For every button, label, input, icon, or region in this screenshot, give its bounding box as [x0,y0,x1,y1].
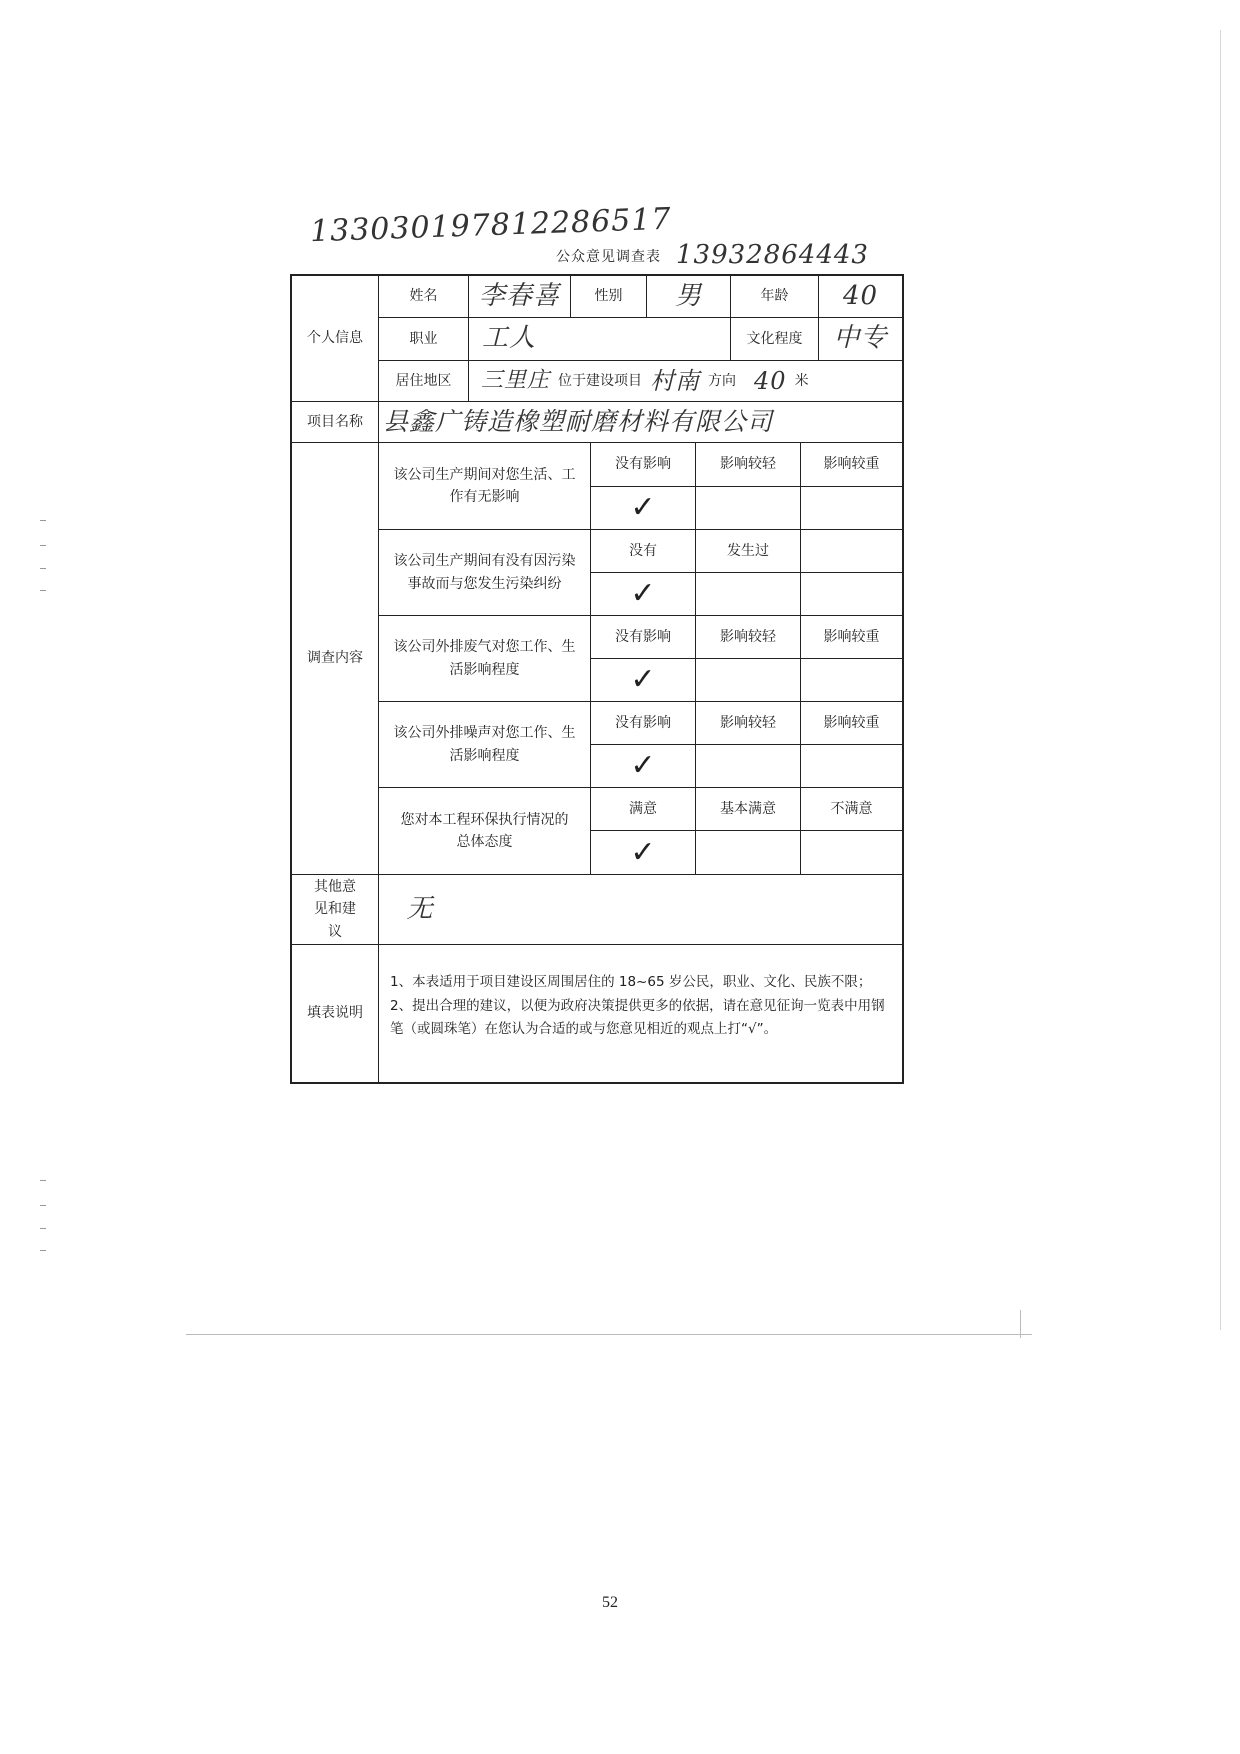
scan-mark [40,520,46,521]
handwritten-phone-number: 13932864443 [676,240,869,270]
distance-value: 40 [754,366,787,395]
q1-checkmark: ✓ [630,490,656,525]
q3-option-2: 影响较轻 [720,628,776,645]
q1-option-3: 影响较重 [823,456,880,473]
scan-mark [40,1180,46,1181]
handwritten-id-number: 133030197812286517 [309,201,673,250]
name-value: 李春喜 [478,280,560,311]
scan-mark [40,1228,46,1229]
scan-mark [40,1250,46,1251]
gender-value: 男 [674,280,702,311]
name-label: 姓名 [409,288,438,305]
q4-checkmark: ✓ [630,748,656,783]
scan-mark [40,590,46,591]
question-4: 该公司外排噪声对您工作、生活影响程度 [393,725,576,764]
scan-border-corner [1020,1310,1021,1338]
scan-mark [40,545,46,546]
education-value: 中专 [833,323,888,354]
question-2: 该公司生产期间有没有因污染事故而与您发生污染纠纷 [393,553,576,592]
personal-info-label: 个人信息 [307,330,363,347]
scan-mark [40,1205,46,1206]
question-5: 您对本工程环保执行情况的总体态度 [400,811,569,850]
distance-unit: 米 [794,372,809,389]
q5-option-3: 不满意 [830,800,873,817]
direction-label: 方向 [708,372,737,389]
scan-border-right [1220,30,1221,1330]
instructions-text: 1、本表适用于项目建设区周围居住的 18~65 岁公民，职业、文化、民族不限；2、提出合理的建议，以便为政府决策提供更多的依据，请在意见征询一览表中用钢笔（或圆珠笔）在您认为合适的或与您意见相近的观点上打“√”。 [390,974,885,1038]
q3-option-1: 没有影响 [615,628,671,645]
gender-label: 性别 [594,288,623,305]
age-value: 40 [842,280,879,311]
q2-checkmark: ✓ [630,576,656,611]
q2-option-2: 发生过 [727,542,769,559]
question-3: 该公司外排废气对您工作、生活影响程度 [393,639,576,678]
q5-option-1: 满意 [629,800,657,817]
occupation-label: 职业 [409,330,438,347]
residence-label: 居住地区 [395,372,452,389]
question-1: 该公司生产期间对您生活、工作有无影响 [393,466,576,505]
age-label: 年龄 [760,288,789,305]
q5-checkmark: ✓ [630,834,656,870]
page-number: 52 [602,1594,618,1611]
instructions-label: 填表说明 [307,1005,363,1022]
education-label: 文化程度 [746,330,803,347]
project-name-value: 县鑫广铸造橡塑耐磨材料有限公司 [383,407,774,436]
direction-value: 村南 [650,366,701,395]
q3-checkmark: ✓ [630,662,656,697]
other-comments-value: 无 [406,893,434,924]
q4-option-3: 影响较重 [823,714,880,731]
occupation-value: 工人 [481,323,536,354]
scan-mark [40,568,46,569]
q4-option-2: 影响较轻 [720,714,776,731]
project-name-label: 项目名称 [307,413,363,430]
q2-option-1: 没有 [629,542,657,559]
residence-value: 三里庄 [481,368,551,394]
q4-option-1: 没有影响 [615,714,671,731]
q3-option-3: 影响较重 [823,628,880,645]
q1-option-2: 影响较轻 [720,456,776,473]
q5-option-2: 基本满意 [720,800,776,817]
survey-form-table [290,274,904,1084]
located-label: 位于建设项目 [558,372,643,389]
scan-border-bottom [186,1334,1032,1335]
residence-row [469,361,902,401]
form-title: 公众意见调查表 [556,249,661,265]
q1-option-1: 没有影响 [615,456,671,473]
survey-content-label: 调查内容 [307,650,363,667]
other-comments-label: 其他意见和建议 [314,878,356,940]
